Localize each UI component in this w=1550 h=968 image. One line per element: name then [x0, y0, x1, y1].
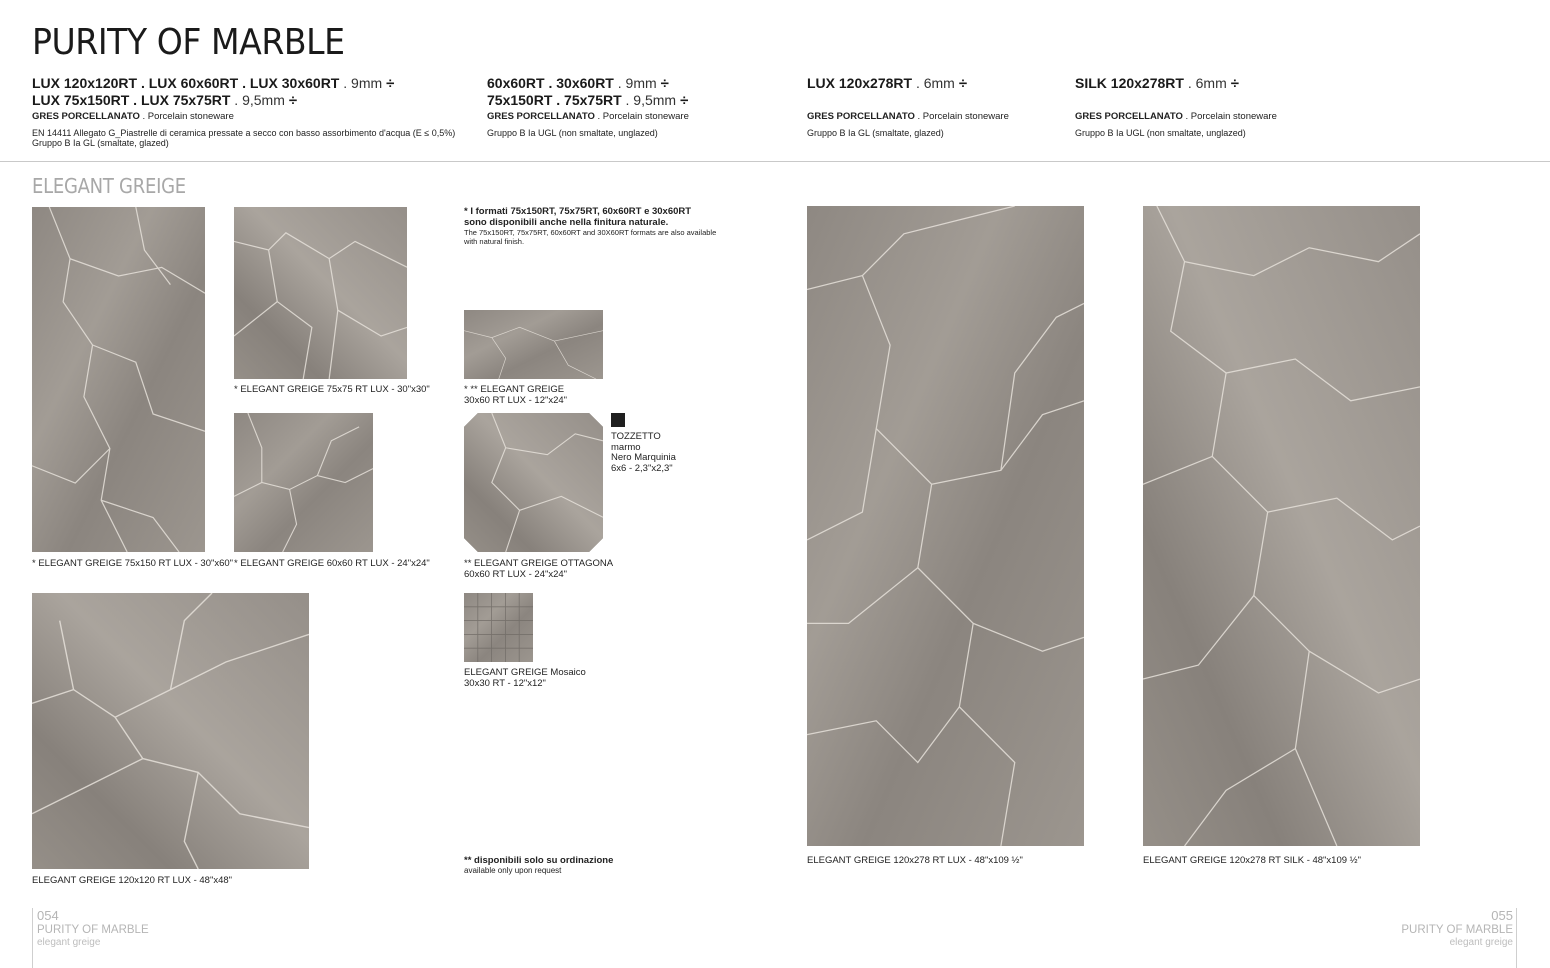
footer-collection-left: PURITY OF MARBLE: [37, 924, 149, 936]
footer-color-left: elegant greige: [37, 937, 101, 948]
spec-material: GRES PORCELLANATO . Porcelain stoneware: [487, 111, 689, 122]
spec-formats-line-1: LUX 120x278RT . 6mm ÷: [807, 75, 968, 92]
spec-formats-line-2: LUX 75x150RT . LUX 75x75RT . 9,5mm ÷: [32, 92, 298, 109]
caption-tozzetto: TOZZETTO marmo Nero Marquinia 6x6 - 2,3"x2,3": [611, 431, 676, 474]
tile-image-mosaico: [464, 593, 533, 662]
caption-75x75: * ELEGANT GREIGE 75x75 RT LUX - 30"x30": [234, 384, 430, 395]
tile-image-120x120: [32, 593, 309, 869]
page-number-left: 054: [37, 908, 59, 923]
spec-column-3: [807, 75, 1009, 138]
footer-right: [1401, 908, 1513, 949]
spec-column-1: [32, 75, 455, 148]
tile-image-75x150: [32, 207, 205, 552]
thickness-symbol-icon: ÷: [1230, 75, 1239, 92]
spec-material: GRES PORCELLANATO . Porcelain stoneware: [32, 111, 234, 122]
natural-finish-note: [464, 206, 716, 246]
tile-image-60x60: [234, 413, 373, 552]
tile-image-ottagona: [464, 413, 603, 552]
spec-formats-line-1: SILK 120x278RT . 6mm ÷: [1075, 75, 1239, 92]
thickness-symbol-icon: ÷: [680, 92, 689, 109]
caption-60x60: * ELEGANT GREIGE 60x60 RT LUX - 24"x24": [234, 558, 430, 569]
spec-material: GRES PORCELLANATO . Porcelain stoneware: [807, 111, 1009, 122]
footer-collection-right: PURITY OF MARBLE: [1401, 924, 1513, 936]
caption-ottagona: ** ELEGANT GREIGE OTTAGONA 60x60 RT LUX - 24"x24": [464, 558, 614, 580]
page-number-right: 055: [1491, 908, 1513, 923]
caption-120x278-silk: ELEGANT GREIGE 120x278 RT SILK - 48"x109 ½": [1143, 855, 1361, 866]
thickness-symbol-icon: ÷: [288, 92, 298, 109]
caption-mosaico: ELEGANT GREIGE Mosaico 30x30 RT - 12"x12": [464, 667, 586, 689]
header-divider: [0, 161, 1550, 162]
footer-right-rule: [1516, 908, 1517, 968]
section-title: ELEGANT GREIGE: [32, 174, 186, 198]
thickness-symbol-icon: ÷: [660, 75, 669, 92]
tile-image-30x60: [464, 310, 603, 379]
spec-column-4: [1075, 75, 1277, 138]
spec-material: GRES PORCELLANATO . Porcelain stoneware: [1075, 111, 1277, 122]
spec-formats-line-1: 60x60RT . 30x60RT . 9mm ÷: [487, 75, 669, 92]
spec-norm-2: Gruppo B Ia GL (smaltate, glazed): [32, 138, 169, 148]
footer-left: [37, 908, 149, 949]
note-it-line-1: * I formati 75x150RT, 75x75RT, 60x60RT e 30x60RT: [464, 206, 692, 217]
tozzetto-swatch: [611, 413, 625, 427]
note-en-line-1: The 75x150RT, 75x75RT, 60x60RT and 30X60RT formats are also available: [464, 228, 717, 237]
spec-norm: Gruppo B Ia GL (smaltate, glazed): [807, 128, 944, 138]
tile-image-120x278-lux: [807, 206, 1084, 846]
thickness-symbol-icon: ÷: [958, 75, 968, 92]
caption-75x150: * ELEGANT GREIGE 75x150 RT LUX - 30"x60": [32, 558, 234, 569]
note-it-line-2: sono disponibili anche nella finitura naturale.: [464, 217, 669, 228]
order-only-note: [464, 855, 613, 875]
spec-norm: Gruppo B Ia UGL (non smaltate, unglazed): [487, 128, 658, 138]
tile-image-120x278-silk: [1143, 206, 1420, 846]
page-title: PURITY OF MARBLE: [32, 22, 345, 63]
footer-color-right: elegant greige: [1449, 937, 1513, 948]
caption-120x278-lux: ELEGANT GREIGE 120x278 RT LUX - 48"x109 ½": [807, 855, 1023, 866]
caption-120x120: ELEGANT GREIGE 120x120 RT LUX - 48"x48": [32, 875, 233, 886]
footer-left-rule: [32, 908, 33, 968]
caption-30x60: * ** ELEGANT GREIGE 30x60 RT LUX - 12"x24": [464, 384, 568, 406]
thickness-symbol-icon: ÷: [386, 75, 395, 92]
spec-formats-line-1: LUX 120x120RT . LUX 60x60RT . LUX 30x60RT . 9mm ÷: [32, 75, 395, 92]
spec-norm: Gruppo B Ia UGL (non smaltate, unglazed): [1075, 128, 1246, 138]
spec-norm-1: EN 14411 Allegato G_Piastrelle di ceramica pressate a secco con basso assorbimento d'acqua (E ≤ 0,5%): [32, 128, 456, 138]
order-note-it: ** disponibili solo su ordinazione: [464, 855, 614, 866]
note-en-line-2: with natural finish.: [464, 237, 525, 246]
spec-formats-line-2: 75x150RT . 75x75RT . 9,5mm ÷: [487, 92, 689, 109]
tile-image-75x75: [234, 207, 407, 379]
order-note-en: available only upon request: [464, 866, 562, 875]
spec-column-2: [487, 75, 689, 138]
